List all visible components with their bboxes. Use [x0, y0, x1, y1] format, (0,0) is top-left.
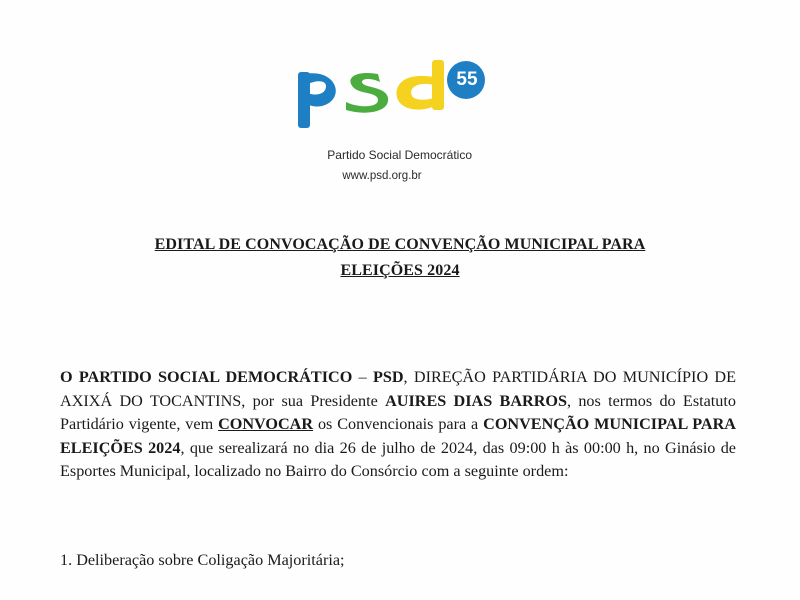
convocar-keyword: CONVOCAR: [218, 415, 314, 434]
logo-number: 55: [456, 69, 478, 90]
edital-title-line-2: ELEIÇÕES 2024: [340, 262, 460, 279]
party-acronym: PSD: [372, 368, 404, 386]
convocation-paragraph: O PARTIDO SOCIAL DEMOCRÁTICO – PSD, DIREÇÃO PARTIDÁRIA DO MUNICÍPIO DE AXIXÁ DO TOCANTINS, por sua Presidente AUIRES DIAS BARROS, nos termos do Estatuto Partidário vigente, vem CONVOCAR os Convencionais para a CONVENÇÃO MUNICIPAL PARA ELEIÇÕES 2024, que serealizará no dia 26 de julho de 2024, das 09:00 h às 00:00 h, no Ginásio de Esportes Municipal, localizado no Bairro do Consórcio com a seguinte ordem:: [60, 368, 737, 481]
psd-logo: [0, 56, 800, 186]
agenda-item-1: 1. Deliberação sobre Coligação Majoritária;: [60, 551, 345, 569]
psd-logo-graphic: [286, 56, 516, 136]
edital-title-line-1: EDITAL DE CONVOCAÇÃO DE CONVENÇÃO MUNICIPAL PARA: [154, 236, 646, 253]
convention-name: CONVENÇÃO MUNICIPAL PARA ELEIÇÕES 2024: [60, 415, 736, 457]
president-name: AUIRES DIAS BARROS: [385, 391, 567, 410]
logo-tagline: Partido Social Democrático: [327, 148, 472, 162]
party-name: O PARTIDO SOCIAL DEMOCRÁTICO: [60, 368, 353, 386]
logo-url: www.psd.org.br: [342, 170, 422, 182]
